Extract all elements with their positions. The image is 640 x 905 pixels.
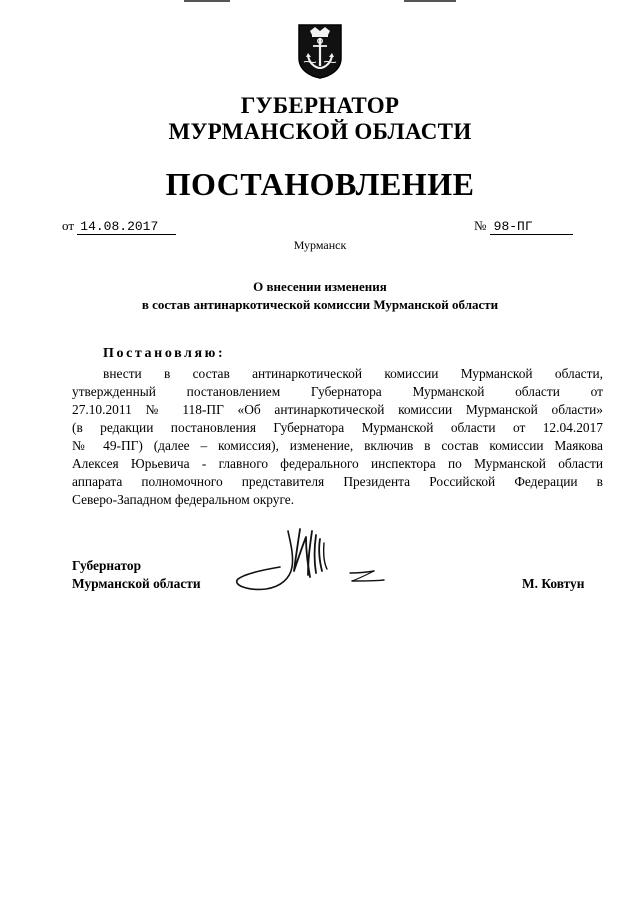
- body-line: (в редакции постановления Губернатора Мурманской области от 12.04.2017: [72, 420, 603, 435]
- handwritten-signature: [228, 525, 400, 597]
- coat-of-arms-icon: [296, 22, 344, 80]
- org-title-line-2: МУРМАНСКОЙ ОБЛАСТИ: [168, 119, 472, 144]
- date-value: 14.08.2017: [77, 220, 176, 235]
- signer-title-line-2: Мурманской области: [72, 576, 201, 591]
- body-line: утвержденный постановлением Губернатора Мурманской области от: [72, 384, 603, 399]
- body-line: Северо-Западном федеральном округе.: [72, 492, 295, 507]
- subject-line-1: О внесении изменения: [253, 279, 387, 294]
- number-prefix: №: [474, 218, 487, 233]
- document-type-title: ПОСТАНОВЛЕНИЕ: [165, 166, 475, 202]
- number-field: [474, 218, 573, 235]
- body-line: Алексея Юрьевича - главного федерального инспектора по Мурманской области: [72, 456, 603, 471]
- signer-name: М. Ковтун: [522, 576, 585, 591]
- subject-line-2: в состав антинаркотической комиссии Мурманской области: [141, 297, 499, 312]
- body-line: аппарата полномочного представителя Президента Российской Федерации в: [72, 474, 603, 489]
- body-line: № 49-ПГ) (далее – комиссия), изменение, включив в состав комиссии Маякова: [72, 438, 603, 453]
- resolve-heading: Постановляю:: [103, 346, 226, 361]
- date-field: [62, 218, 176, 235]
- body-line: 27.10.2011 № 118-ПГ «Об антинаркотической комиссии Мурманской области»: [72, 402, 603, 417]
- city-name: Мурманск: [293, 238, 347, 252]
- scan-artifact: [184, 0, 230, 2]
- document-number: 98-ПГ: [490, 220, 573, 235]
- body-line: внести в состав антинаркотической комиссии Мурманской области,: [103, 366, 603, 381]
- org-title-line-1: ГУБЕРНАТОР: [240, 93, 400, 118]
- date-prefix: от: [62, 218, 75, 233]
- signer-title-line-1: Губернатор: [72, 558, 142, 573]
- scan-artifact: [404, 0, 456, 2]
